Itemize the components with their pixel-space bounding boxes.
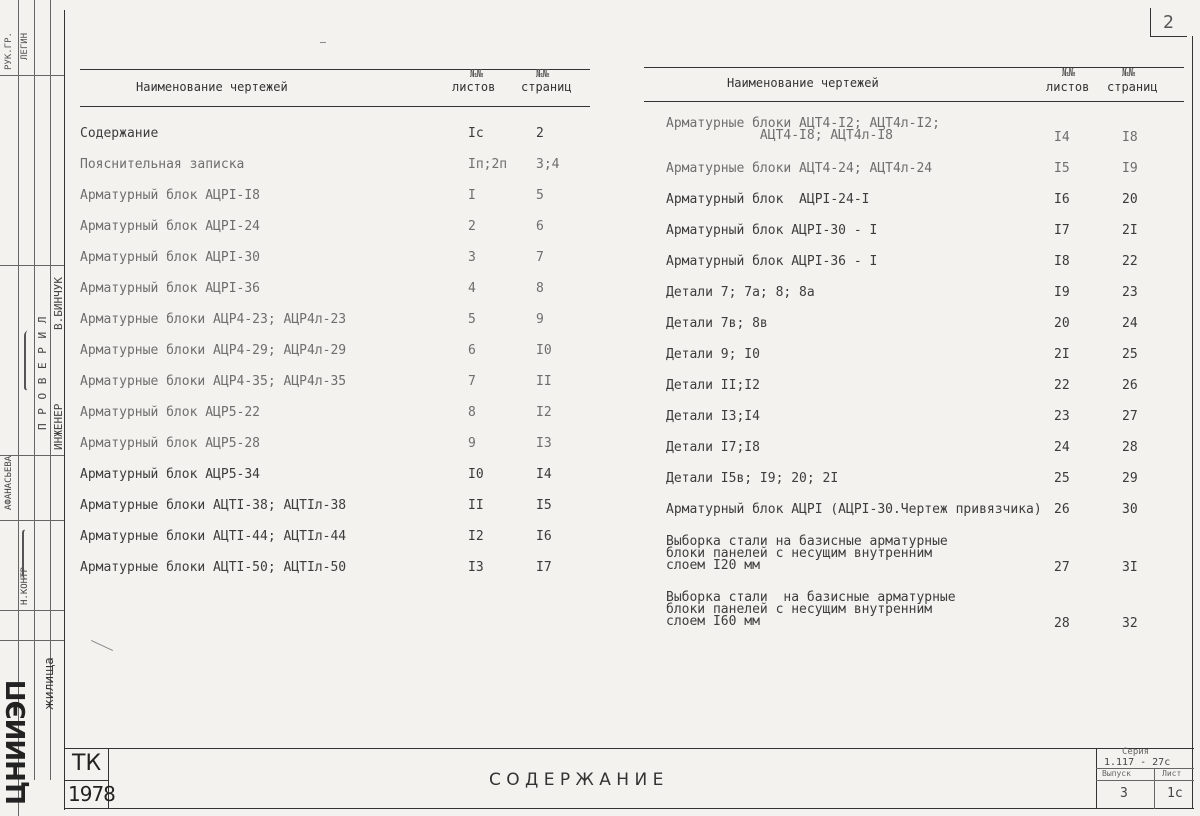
sheet-number-cell: 28 (1054, 616, 1070, 631)
page-number-cell: 5 (536, 188, 544, 203)
drawing-name: Арматурные блоки АЦТ4-24; АЦТ4л-24 (666, 161, 933, 176)
table-row (644, 118, 1184, 152)
page-number-cell: 25 (1122, 347, 1138, 362)
drawing-name: Детали I3;I4 (666, 409, 760, 424)
left-contents-table (80, 60, 590, 600)
sheet-value: 1с (1167, 786, 1183, 801)
title-block-top-rule (64, 748, 1194, 749)
margin-name-1: АФАНАСЬЕВА (4, 455, 14, 510)
title-block (64, 748, 1194, 809)
margin-row-line-2 (0, 265, 64, 266)
issue-label: Выпуск (1102, 769, 1131, 778)
signature-mark-1 (24, 329, 32, 392)
drawing-name: Арматурные блоки АЦР4-23; АЦР4л-23 (80, 312, 347, 327)
drawing-name: Выборка стали на базисные арматурные блоки панелей с несущим внутренним слоем I60 мм (666, 590, 956, 629)
sheet-number-cell: I4 (1054, 130, 1070, 145)
drawing-name: Детали 7; 7а; 8; 8а (666, 285, 815, 300)
margin-col-line-2 (34, 0, 35, 780)
frame-right-border (1192, 36, 1193, 808)
margin-role-2: РУК.ГР. (4, 32, 14, 70)
left-table-top-rule (80, 69, 590, 70)
sheet-number-cell: 6 (468, 343, 476, 358)
page-number-cell: I5 (536, 498, 552, 513)
title-block-series-rule-2 (1096, 780, 1194, 781)
sheet-number-cell: I0 (468, 467, 484, 482)
sheet-number-cell: 3 (468, 250, 476, 265)
sheet-number-cell: I2 (468, 529, 484, 544)
page-number-cell: 27 (1122, 409, 1138, 424)
sheet-number-cell: 24 (1054, 440, 1070, 455)
page-number-cell: 28 (1122, 440, 1138, 455)
page-number-cell: 22 (1122, 254, 1138, 269)
page-number-cell: II (536, 374, 552, 389)
drawing-name: Арматурный блок АЦРI-I8 (80, 188, 261, 203)
margin-checked-label: П Р О В Е Р И Л (36, 315, 49, 430)
drawing-name: Пояснительная записка (80, 157, 245, 172)
right-contents-table (644, 60, 1184, 640)
sheet-label: Лист (1162, 769, 1182, 778)
sheet-number-cell: 2 (468, 219, 476, 234)
sheet-number-cell: 7 (468, 374, 476, 389)
drawing-name: Детали II;I2 (666, 378, 760, 393)
page-number-cell: I8 (1122, 130, 1138, 145)
margin-engineer-name: В.БИНЧУК (52, 277, 65, 330)
sheet-number-cell: I (468, 188, 476, 203)
drawing-name: Детали I7;I8 (666, 440, 760, 455)
project-code: ТК (72, 751, 102, 776)
drawing-name: Арматурный блок АЦРI-24 (80, 219, 261, 234)
sheet-number-cell: 9 (468, 436, 476, 451)
drawing-name: Арматурные блоки АЦТI-38; АЦТIл-38 (80, 498, 347, 513)
right-col-pages-header: страниц (1107, 80, 1158, 94)
sheet-number-cell: Iс (468, 126, 484, 141)
sheet-number-cell: 5 (468, 312, 476, 327)
margin-row-line-6 (0, 640, 64, 641)
drawing-name: Арматурные блоки АЦР4-35; АЦР4л-35 (80, 374, 347, 389)
right-col-sheets-mark: №№ (1062, 66, 1076, 79)
sheet-number-cell: 20 (1054, 316, 1070, 331)
table-row (80, 562, 590, 596)
margin-row-line-4 (0, 520, 64, 521)
title-block-issue-divider (1154, 768, 1155, 809)
sheet-number-cell: 2I (1054, 347, 1070, 362)
sheet-number-cell: 23 (1054, 409, 1070, 424)
page-number-cell: 8 (536, 281, 544, 296)
page-number-cell: 26 (1122, 378, 1138, 393)
left-col-name-header: Наименование чертежей (136, 80, 288, 94)
page-number-cell: I6 (536, 529, 552, 544)
series-value: 1.117 - 27с (1104, 757, 1171, 768)
page-number-cell: 30 (1122, 502, 1138, 517)
drawing-name: Детали 9; I0 (666, 347, 760, 362)
left-col-pages-header: страниц (521, 80, 572, 94)
document-title: С О Д Е Р Ж А Н И Е (489, 770, 664, 790)
table-row (644, 504, 1184, 538)
page-number-cell: 2 (536, 126, 544, 141)
drawing-name: Арматурный блок АЦР5-22 (80, 405, 261, 420)
table-row (644, 590, 1184, 631)
table-row (644, 534, 1184, 575)
right-col-sheets-header: листов (1046, 80, 1090, 94)
series-label: Серия (1122, 747, 1150, 757)
sheet-number-cell: 22 (1054, 378, 1070, 393)
page-number-cell: I9 (1122, 161, 1138, 176)
page-number-cell: 6 (536, 219, 544, 234)
right-col-name-header: Наименование чертежей (727, 76, 879, 90)
sheet-number-cell: 8 (468, 405, 476, 420)
margin-engineer-label: ИНЖЕНЕР (52, 403, 65, 450)
issue-value: 3 (1120, 786, 1128, 801)
drawing-name: Арматурный блок АЦРI-36 (80, 281, 261, 296)
left-col-sheets-mark: №№ (470, 67, 484, 80)
sheet-number-box (1150, 8, 1187, 37)
margin-name-2: ЛЕГИН (20, 32, 30, 60)
drawing-name: Арматурные блоки АЦР4-29; АЦР4л-29 (80, 343, 347, 358)
sheet-number-cell: I3 (468, 560, 484, 575)
drawing-name: Арматурный блок АЦРI (АЦРI-30.Чертеж привязчика) (666, 502, 1042, 517)
page-number-cell: 23 (1122, 285, 1138, 300)
margin-role-1: Н.КОНТР (20, 567, 30, 605)
page-number-cell: 24 (1122, 316, 1138, 331)
page-number-cell: I0 (536, 343, 552, 358)
drawing-name: Арматурный блок АЦРI-24-I (666, 192, 870, 207)
page-number-cell: 3;4 (536, 157, 560, 172)
scan-mark-2 (320, 42, 326, 43)
page-number-cell: I7 (536, 560, 552, 575)
sheet-number-cell: I5 (1054, 161, 1070, 176)
left-col-sheets-header: листов (452, 80, 496, 94)
page-number-cell: 3I (1122, 560, 1138, 575)
title-block-series-divider (1096, 748, 1097, 809)
page-number-cell: 2I (1122, 223, 1138, 238)
sheet-number-cell: I6 (1054, 192, 1070, 207)
margin-stamp (0, 0, 64, 816)
drawing-name: Детали 7в; 8в (666, 316, 768, 331)
signature-mark-2 (22, 529, 30, 582)
drawing-name: Арматурный блок АЦР5-34 (80, 467, 261, 482)
drawing-name: Арматурный блок АЦРI-30 (80, 250, 261, 265)
margin-row-line-5 (0, 610, 64, 611)
sheet-number-cell: I7 (1054, 223, 1070, 238)
drawing-name: Содержание (80, 126, 159, 141)
sheet-number-cell: I8 (1054, 254, 1070, 269)
page-number-cell: I4 (536, 467, 552, 482)
page-number-cell: 32 (1122, 616, 1138, 631)
sheet-number: 2 (1163, 12, 1174, 33)
right-table-top-rule (644, 67, 1184, 68)
scan-mark-1 (91, 640, 113, 651)
sheet-number-cell: I9 (1054, 285, 1070, 300)
drawing-name: Арматурные блоки АЦТI-50; АЦТIл-50 (80, 560, 347, 575)
page-number-cell: I2 (536, 405, 552, 420)
page-number-cell: 29 (1122, 471, 1138, 486)
page-number-cell: 7 (536, 250, 544, 265)
left-table-header-rule (80, 106, 590, 107)
sheet-number-cell: 27 (1054, 560, 1070, 575)
project-year: 1978 (68, 782, 115, 806)
drawing-name: Детали I5в; I9; 20; 2I (666, 471, 839, 486)
margin-row-line-1 (0, 75, 64, 76)
drawing-name: Арматурный блок АЦРI-36 - I (666, 254, 878, 269)
sheet-number-cell: 4 (468, 281, 476, 296)
drawing-name: Арматурные блоки АЦТ4-I2; АЦТ4л-I2; АЦТ4-I8; АЦТ4л-I8 (666, 116, 940, 143)
right-col-pages-mark: №№ (1122, 66, 1136, 79)
drawing-name: Арматурные блоки АЦТI-44; АЦТIл-44 (80, 529, 347, 544)
drawing-name: Арматурный блок АЦРI-30 - I (666, 223, 878, 238)
sheet-number-cell: 26 (1054, 502, 1070, 517)
drawing-name: Выборка стали на базисные арматурные блоки панелей с несущим внутренним слоем I20 мм (666, 534, 948, 573)
drawing-name: Арматурный блок АЦР5-28 (80, 436, 261, 451)
left-col-pages-mark: №№ (536, 67, 550, 80)
page-number-cell: 20 (1122, 192, 1138, 207)
sheet-number-cell: Iп;2п (468, 157, 508, 172)
org-logo: ЦНИИЭП (2, 680, 32, 805)
right-table-header-rule (644, 101, 1184, 102)
org-subtitle: жилища (42, 657, 56, 710)
title-block-code-rule (64, 780, 108, 781)
page-number-cell: I3 (536, 436, 552, 451)
sheet-number-cell: II (468, 498, 484, 513)
sheet-number-cell: 25 (1054, 471, 1070, 486)
page-number-cell: 9 (536, 312, 544, 327)
